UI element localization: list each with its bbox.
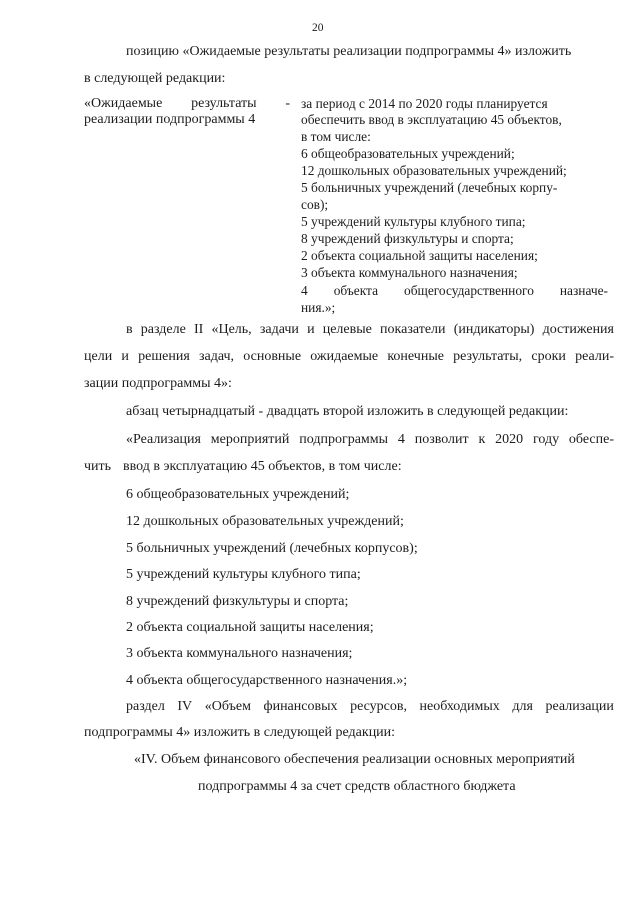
list-item: 4 объекта общегосударственного назначения.»; bbox=[126, 673, 408, 688]
paragraph-5-word: ресурсов, bbox=[350, 699, 407, 714]
paragraph-5-word: необходимых bbox=[419, 699, 500, 714]
paragraph-5-word: IV bbox=[177, 699, 193, 714]
table-right-line: 6 общеобразовательных учреждений; bbox=[301, 146, 515, 161]
table-right-line: за период с 2014 по 2020 годы планируется bbox=[301, 96, 548, 111]
list-item: 3 объекта коммунального назначения; bbox=[126, 646, 353, 661]
table-right-line: обеспечить ввод в эксплуатацию 45 объектов, bbox=[301, 112, 562, 127]
table-left-line-1 bbox=[84, 96, 290, 112]
list-item: 12 дошкольных образовательных учреждений; bbox=[126, 514, 404, 529]
table-left-word: «Ожидаемые bbox=[84, 96, 163, 111]
list-item: 2 объекта социальной защиты населения; bbox=[126, 620, 374, 635]
paragraph-3: абзац четырнадцатый - двадцать второй изложить в следующей редакции: bbox=[126, 404, 569, 419]
list-item: 6 общеобразовательных учреждений; bbox=[126, 487, 350, 502]
paragraph-5-word: финансовых bbox=[263, 699, 338, 714]
paragraph-4-line-2-rest: ввод в эксплуатацию 45 объектов, в том числе: bbox=[123, 459, 402, 474]
table-right-line: сов); bbox=[301, 197, 329, 212]
table-right-line: 8 учреждений физкультуры и спорта; bbox=[301, 231, 514, 246]
list-item: 5 больничных учреждений (лечебных корпусов); bbox=[126, 541, 418, 556]
paragraph-2-line-3: зации подпрограммы 4»: bbox=[84, 376, 232, 391]
table-right-line: ния.»; bbox=[301, 300, 336, 315]
table-right-line: 2 объекта социальной защиты населения; bbox=[301, 248, 538, 263]
table-left-line-2: реализации подпрограммы 4 bbox=[84, 112, 256, 127]
table-right-line: 5 больничных учреждений (лечебных корпу- bbox=[301, 180, 558, 195]
table-right-line: в том числе: bbox=[301, 129, 371, 144]
paragraph-2-line-1: в разделе II «Цель, задачи и целевые показатели (индикаторы) достижения bbox=[126, 322, 614, 337]
table-right-line-12 bbox=[301, 283, 608, 299]
table-right-line: 12 дошкольных образовательных учреждений; bbox=[301, 163, 567, 178]
table-right-line: 3 объекта коммунального назначения; bbox=[301, 265, 518, 280]
paragraph-5-word: реализации bbox=[545, 699, 614, 714]
paragraph-5-line-2: подпрограммы 4» изложить в следующей редакции: bbox=[84, 725, 396, 740]
list-item: 8 учреждений физкультуры и спорта; bbox=[126, 594, 349, 609]
table-left-word: результаты bbox=[191, 96, 257, 111]
table-right-line: 5 учреждений культуры клубного типа; bbox=[301, 214, 526, 229]
paragraph-4-line-1: «Реализация мероприятий подпрограммы 4 позволит к 2020 году обеспе- bbox=[126, 432, 614, 447]
table-right-word: назначе- bbox=[559, 283, 608, 298]
paragraph-5-line-1 bbox=[126, 699, 614, 715]
paragraph-5-word: для bbox=[512, 699, 533, 714]
table-right-word: 4 bbox=[301, 283, 308, 298]
paragraph-2-line-2: цели и решения задач, основные ожидаемые конечные результаты, сроки реали- bbox=[84, 349, 614, 364]
table-right-word: объекта bbox=[333, 283, 379, 298]
list-item: 5 учреждений культуры клубного типа; bbox=[126, 567, 361, 582]
page-number: 20 bbox=[312, 22, 324, 34]
section-heading-line-2: подпрограммы 4 за счет средств областного бюджета bbox=[198, 779, 516, 794]
paragraph-5-word: «Объем bbox=[204, 699, 251, 714]
section-heading-line-1: «IV. Объем финансового обеспечения реализации основных мероприятий bbox=[134, 752, 575, 767]
table-right-word: общегосударственного bbox=[404, 283, 534, 298]
paragraph-1-line-2: в следующей редакции: bbox=[84, 71, 226, 86]
paragraph-4-line-2-start: чить bbox=[84, 459, 112, 474]
paragraph-1-line-1: позицию «Ожидаемые результаты реализации подпрограммы 4» изложить bbox=[126, 44, 572, 59]
paragraph-5-word: раздел bbox=[126, 699, 165, 714]
table-left-word: - bbox=[285, 96, 290, 111]
